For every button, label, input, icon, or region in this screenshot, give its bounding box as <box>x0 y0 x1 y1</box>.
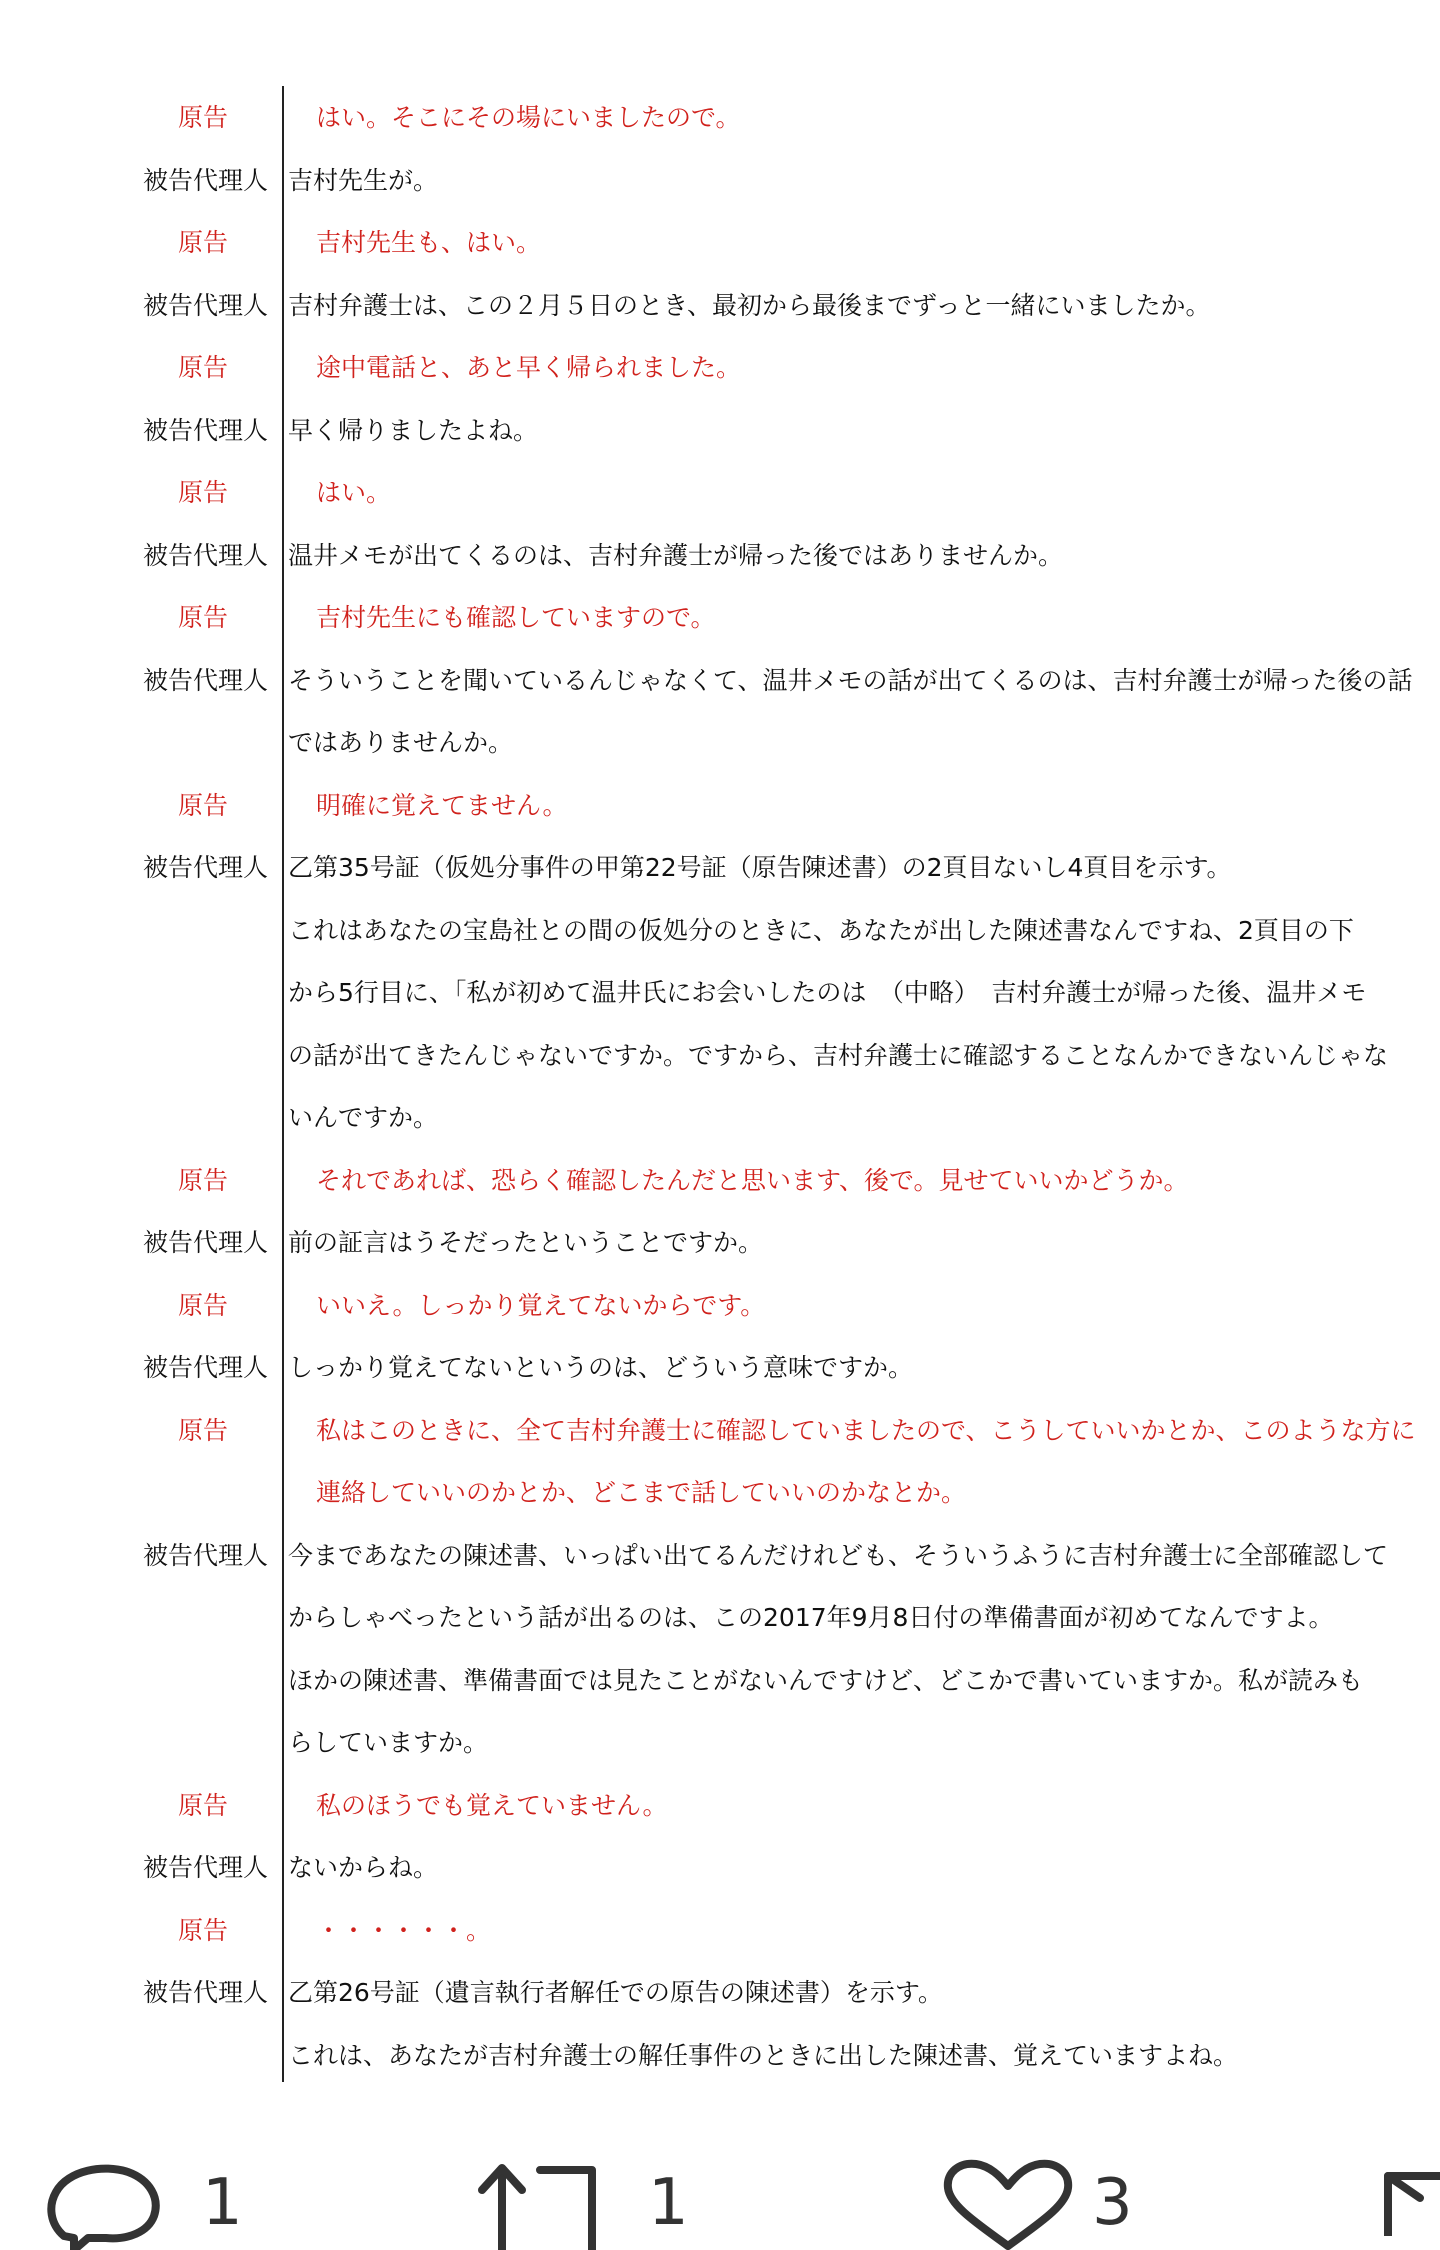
speaker-plaintiff: 原告 <box>177 1790 228 1820</box>
statement-line: 早く帰りましたよね。 <box>288 415 539 445</box>
statement-line: 吉村先生にも確認していますので。 <box>316 603 716 632</box>
statement-line: らしていますか。 <box>288 1728 489 1757</box>
statement-line: ではありませんか。 <box>288 728 514 757</box>
statement-line: から5行目に、「私が初めて温井氏にお会いしたのは （中略） 吉村弁護士が帰った後、温井メモ <box>288 978 1367 1007</box>
speaker-plaintiff: 原告 <box>177 228 228 257</box>
speaker-plaintiff: 原告 <box>177 103 228 132</box>
speaker-defense-counsel: 被告代理人 <box>142 165 268 195</box>
heart-icon <box>938 2158 1078 2250</box>
transcript-row <box>0 275 1440 338</box>
transcript-row <box>0 400 1440 463</box>
speaker-defense-counsel: 被告代理人 <box>142 415 268 445</box>
speaker-defense-counsel: 被告代理人 <box>142 540 268 570</box>
statement-line: そういうことを聞いているんじゃなくて、温井メモの話が出てくるのは、吉村弁護士が帰った後の話 <box>288 665 1413 695</box>
speaker-plaintiff: 原告 <box>177 353 228 382</box>
statement-line: の話が出てきたんじゃないですか。ですから、吉村弁護士に確認することなんかできないんじゃな <box>288 1040 1389 1070</box>
speaker-defense-counsel: 被告代理人 <box>142 1540 268 1570</box>
transcript-row <box>0 1775 1440 1838</box>
speaker-plaintiff: 原告 <box>177 603 228 632</box>
reply-icon <box>44 2158 174 2250</box>
statement-line: 吉村先生も、はい。 <box>316 228 542 257</box>
statement-line: 吉村弁護士は、この２月５日のとき、最初から最後までずっと一緒にいましたか。 <box>288 290 1211 320</box>
statement-line: ・・・・・・。 <box>316 1915 492 1945</box>
statement-line: 明確に覚えてません。 <box>316 790 568 820</box>
statement-line: 私のほうでも覚えていません。 <box>316 1790 668 1820</box>
transcript-row <box>0 212 1440 275</box>
transcript-row <box>0 1962 1440 2087</box>
speaker-plaintiff: 原告 <box>177 1415 228 1445</box>
statement-line: 今まであなたの陳述書、いっぱい出てるんだけれども、そういうふうに吉村弁護士に全部確認して <box>288 1540 1389 1570</box>
statement-line: はい。そこにその場にいましたので。 <box>316 103 741 132</box>
speaker-defense-counsel: 被告代理人 <box>142 290 268 320</box>
statement-line: いいえ。しっかり覚えてないからです。 <box>316 1290 766 1320</box>
share-icon <box>1380 2158 1440 2236</box>
reply-count: 1 <box>202 2166 243 2240</box>
transcript-row <box>0 1837 1440 1900</box>
statement-line: ないからね。 <box>288 1853 439 1882</box>
transcript-row <box>0 462 1440 525</box>
retweet-icon <box>472 2158 622 2250</box>
transcript-row <box>0 1525 1440 1775</box>
transcript-row <box>0 1337 1440 1400</box>
speaker-plaintiff: 原告 <box>177 1915 228 1945</box>
statement-line: 前の証言はうそだったということですか。 <box>288 1228 764 1257</box>
statement-line: 乙第35号証（仮処分事件の甲第22号証（原告陳述書）の2頁目ないし4頁目を示す。 <box>288 853 1232 882</box>
transcript-row <box>0 1900 1440 1963</box>
statement-line: 温井メモが出てくるのは、吉村弁護士が帰った後ではありませんか。 <box>288 540 1064 570</box>
statement-line: それであれば、恐らく確認したんだと思います、後で。見せていいかどうか。 <box>316 1165 1189 1195</box>
speaker-defense-counsel: 被告代理人 <box>142 853 268 882</box>
transcript-row <box>0 587 1440 650</box>
transcript-row <box>0 150 1440 213</box>
like-count: 3 <box>1092 2166 1133 2240</box>
transcript-row <box>0 837 1440 1150</box>
retweet-button[interactable] <box>472 2150 732 2240</box>
retweet-count: 1 <box>648 2166 689 2240</box>
statement-line: これはあなたの宝島社との間の仮処分のときに、あなたが出した陳述書なんですね、2頁目の下 <box>288 915 1354 945</box>
reply-button[interactable] <box>44 2150 264 2240</box>
tweet-action-bar <box>0 2150 1440 2240</box>
statement-line: からしゃべったという話が出るのは、この2017年9月8日付の準備書面が初めてなんですよ。 <box>288 1603 1334 1632</box>
statement-line: これは、あなたが吉村弁護士の解任事件のときに出した陳述書、覚えていますよね。 <box>288 2040 1239 2070</box>
like-button[interactable] <box>938 2150 1178 2240</box>
transcript-row <box>0 1275 1440 1338</box>
speaker-plaintiff: 原告 <box>177 478 228 507</box>
statement-line: 私はこのときに、全て吉村弁護士に確認していましたので、こうしていいかとか、このような方に <box>316 1415 1416 1445</box>
speaker-defense-counsel: 被告代理人 <box>142 1228 268 1257</box>
statement-line: 連絡していいのかとか、どこまで話していいのかなとか。 <box>316 1478 967 1507</box>
speaker-plaintiff: 原告 <box>177 1290 228 1320</box>
statement-line: しっかり覚えてないというのは、どういう意味ですか。 <box>288 1353 914 1382</box>
transcript-row <box>0 1212 1440 1275</box>
statement-line: ほかの陳述書、準備書面では見たことがないんですけど、どこかで書いていますか。私が読みも <box>288 1665 1364 1695</box>
statement-line: 乙第26号証（遺言執行者解任での原告の陳述書）を示す。 <box>288 1978 943 2007</box>
statement-line: 吉村先生が。 <box>288 165 439 195</box>
speaker-defense-counsel: 被告代理人 <box>142 665 268 695</box>
statement-line: いんですか。 <box>288 1103 439 1132</box>
transcript-row <box>0 337 1440 400</box>
speaker-plaintiff: 原告 <box>177 790 228 820</box>
statement-line: はい。 <box>316 478 392 507</box>
share-button[interactable] <box>1380 2150 1440 2236</box>
transcript-row <box>0 1400 1440 1525</box>
statement-line: 途中電話と、あと早く帰られました。 <box>316 353 742 382</box>
speaker-defense-counsel: 被告代理人 <box>142 1978 268 2007</box>
transcript-row <box>0 525 1440 588</box>
transcript-row <box>0 650 1440 775</box>
speaker-defense-counsel: 被告代理人 <box>142 1353 268 1382</box>
transcript-row <box>0 1150 1440 1213</box>
transcript-row <box>0 775 1440 838</box>
transcript-row <box>0 87 1440 150</box>
speaker-defense-counsel: 被告代理人 <box>142 1853 268 1882</box>
speaker-plaintiff: 原告 <box>177 1165 228 1195</box>
